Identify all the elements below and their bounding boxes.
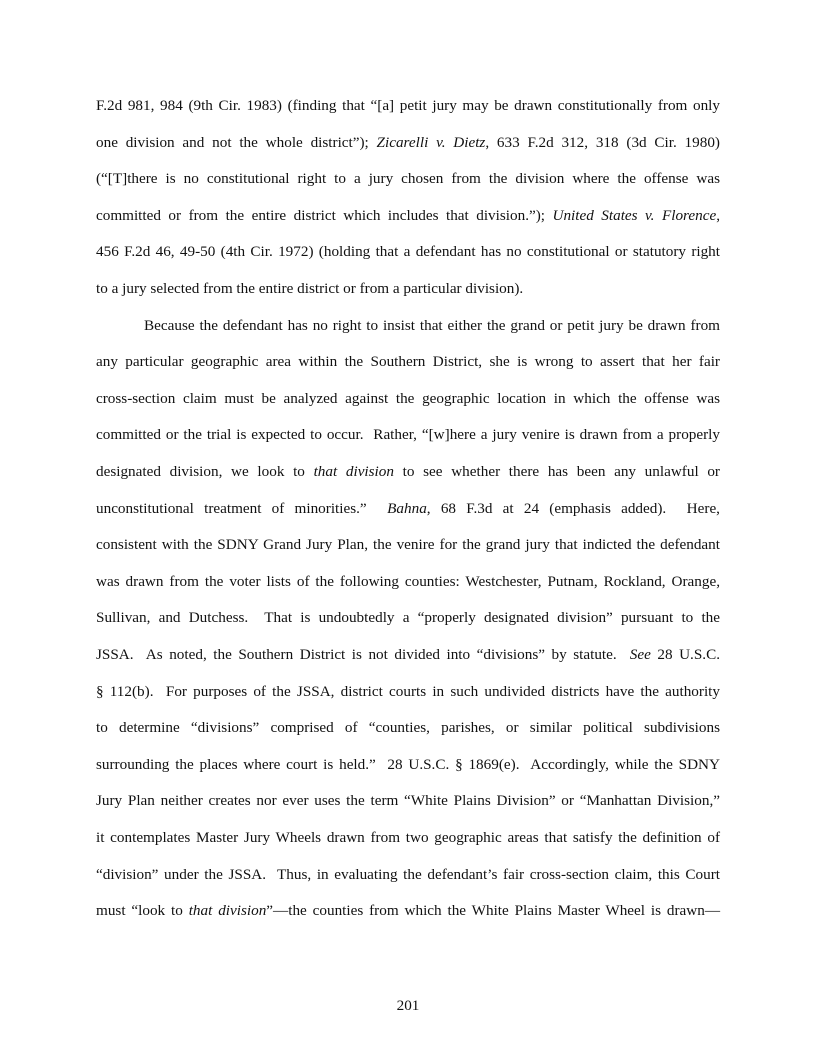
text-run: designated division, we look to xyxy=(96,463,314,480)
text-run: surrounding the places where court is held.” 28 U.S.C. § 1869(e). Accordingly, while the SDNY xyxy=(96,755,720,773)
text-line xyxy=(96,609,720,627)
italic-citation: Bahna xyxy=(387,499,427,517)
text-line xyxy=(96,866,720,884)
text-run: , 68 F.3d at 24 (emphasis added). Here, xyxy=(426,499,720,517)
text-run: 456 F.2d 46, 49-50 (4th Cir. 1972) (holding that a defendant has no constitutional or statutory right xyxy=(96,243,720,261)
text-line xyxy=(144,317,720,335)
text-run: to see whether there has been any unlawful or xyxy=(393,463,720,480)
text-run: F.2d 981, 984 (9th Cir. 1983) (finding that “[a] petit jury may be drawn constitutionally from only xyxy=(96,97,720,114)
text-line xyxy=(96,207,720,225)
text-line xyxy=(96,134,720,152)
text-run: cross-section claim must be analyzed against the geographic location in which the offense was xyxy=(96,389,720,407)
text-line xyxy=(96,573,720,591)
text-run: ”—the counties from which the White Plains Master Wheel is drawn— xyxy=(266,902,721,920)
italic-citation: Zicarelli v. Dietz xyxy=(376,133,486,151)
italic-citation: that division xyxy=(313,463,394,480)
text-run: it contemplates Master Jury Wheels drawn from two geographic areas that satisfy the definition of xyxy=(96,829,720,846)
text-run: Jury Plan neither creates nor ever uses the term “White Plains Division” or “Manhattan Division,” xyxy=(96,792,720,810)
text-line xyxy=(96,902,720,920)
text-line xyxy=(96,719,720,737)
text-line xyxy=(96,280,720,298)
italic-citation: See xyxy=(629,646,651,663)
text-run: JSSA. As noted, the Southern District is not divided into “divisions” by statute. xyxy=(96,646,630,663)
text-line xyxy=(96,829,720,847)
text-run: Because the defendant has no right to insist that either the grand or petit jury be drawn from xyxy=(144,316,720,334)
text-run: to a jury selected from the entire district or from a particular division). xyxy=(96,280,524,297)
text-line xyxy=(96,243,720,261)
text-run: Sullivan, and Dutchess. That is undoubtedly a “properly designated division” pursuant to the xyxy=(96,609,720,627)
text-run: committed or from the entire district which includes that division.”); xyxy=(96,206,553,224)
page-number: 201 xyxy=(396,997,420,1014)
text-run: must “look to xyxy=(96,902,189,920)
text-run: (“[T]there is no constitutional right to a jury chosen from the division where the offense was xyxy=(96,170,720,188)
text-run: consistent with the SDNY Grand Jury Plan, the venire for the grand jury that indicted the defendant xyxy=(96,536,720,554)
text-line xyxy=(96,683,720,701)
text-line xyxy=(96,170,720,188)
text-line xyxy=(96,353,720,371)
text-run: was drawn from the voter lists of the following counties: Westchester, Putnam, Rockland, Orange, xyxy=(96,572,720,590)
text-line xyxy=(96,463,720,481)
text-run: , 633 F.2d 312, 318 (3d Cir. 1980) xyxy=(485,133,720,151)
text-line xyxy=(96,500,720,518)
text-line xyxy=(96,97,720,115)
text-run: unconstitutional treatment of minorities.” xyxy=(96,499,388,517)
text-line xyxy=(96,756,720,774)
italic-citation: that division xyxy=(188,902,267,920)
text-line xyxy=(96,426,720,444)
text-run: “division” under the JSSA. Thus, in evaluating the defendant’s fair cross-section claim, this Court xyxy=(96,865,720,883)
text-run: , xyxy=(716,206,720,224)
italic-citation: United States v. Florence xyxy=(552,206,717,224)
text-line xyxy=(96,536,720,554)
text-line xyxy=(96,646,720,664)
text-line xyxy=(96,390,720,408)
text-run: 28 U.S.C. xyxy=(650,646,721,663)
text-run: any particular geographic area within the Southern District, she is wrong to assert that her fair xyxy=(96,353,720,371)
text-run: to determine “divisions” comprised of “counties, parishes, or similar political subdivisions xyxy=(96,719,720,737)
text-run: committed or the trial is expected to occur. Rather, “[w]here a jury venire is drawn from a properly xyxy=(96,426,720,444)
text-line xyxy=(96,792,720,810)
text-run: § 112(b). For purposes of the JSSA, district courts in such undivided districts have the authority xyxy=(96,682,720,700)
text-run: one division and not the whole district”); xyxy=(96,133,377,151)
